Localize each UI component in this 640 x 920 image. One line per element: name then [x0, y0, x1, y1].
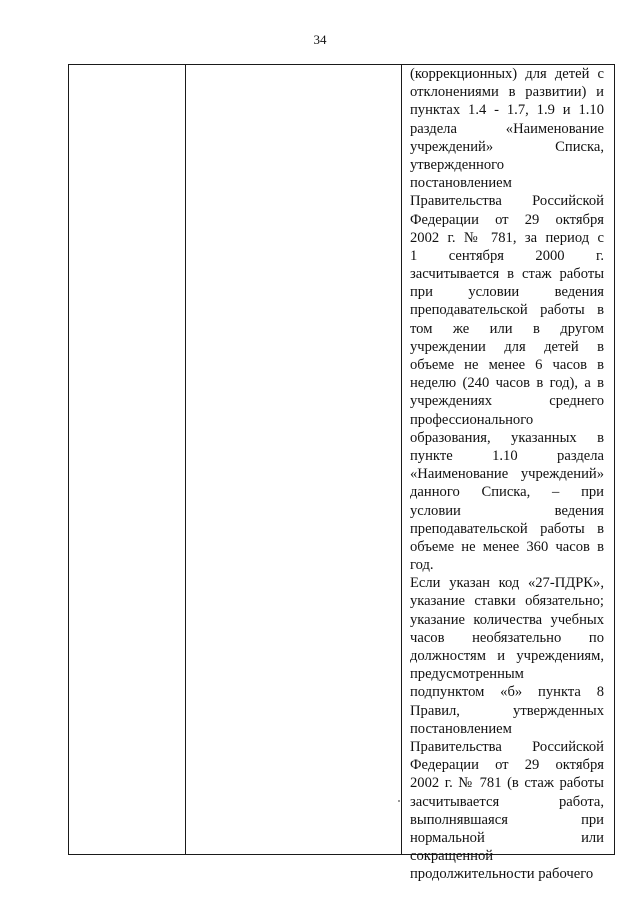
cell-text-line: должностям и учреждениям,: [410, 648, 604, 664]
cell-text-line: указание ставки обязательно;: [410, 593, 604, 610]
cell-text-line: указание количества учебных: [410, 611, 604, 628]
cell-text-line: Федерации от 29 октября: [410, 757, 604, 774]
cell-text-line: сокращенной: [410, 848, 494, 865]
cell-text-line: «Наименование учреждений»: [410, 466, 604, 483]
cell-text-line: учреждений» Списка,: [410, 138, 604, 155]
cell-text-line: пунктах 1.4 - 1.7, 1.9 и 1.10: [410, 102, 604, 119]
cell-text-line: неделю (240 часов в год), а в: [410, 375, 604, 392]
cell-text-line: преподавательской работы в: [410, 520, 604, 537]
cell-text-line: утвержденного: [410, 156, 505, 173]
cell-text-line: объеме не менее 6 часов в: [410, 357, 604, 373]
cell-text-line: подпунктом «б» пункта 8: [410, 684, 604, 701]
cell-text-line: продолжительности рабочего: [410, 866, 594, 883]
cell-text-line: Правительства Российской: [410, 738, 604, 755]
scan-speck: [398, 800, 400, 802]
cell-text-line: 2002 г. № 781, за период с: [410, 229, 604, 246]
column-divider-2: [401, 65, 402, 854]
cell-text-line: раздела «Наименование: [410, 120, 604, 137]
cell-text-line: Правил, утвержденных: [410, 702, 604, 719]
cell-text-line: предусмотренным: [410, 666, 524, 683]
column-divider-1: [185, 65, 186, 854]
cell-text-line: учреждении для детей в: [410, 338, 604, 355]
cell-text-line: засчитывается работа,: [410, 793, 604, 810]
cell-text-line: условии ведения: [410, 502, 604, 519]
table-cell-description: [410, 65, 604, 883]
cell-text-line: образования, указанных в: [410, 429, 604, 446]
cell-text-line: том же или в другом: [410, 320, 604, 337]
cell-text-line: объеме не менее 360 часов в: [410, 538, 604, 555]
cell-text-line: выполнявшаяся при: [410, 811, 604, 828]
cell-text-line: учреждениях среднего: [410, 393, 604, 410]
cell-text-line: нормальной или: [410, 829, 604, 846]
cell-text-line: Федерации от 29 октября: [410, 211, 604, 228]
cell-text-line: 2002 г. № 781 (в стаж работы: [410, 775, 604, 792]
cell-text-line: засчитывается в стаж работы: [410, 266, 604, 283]
cell-text-line: профессионального: [410, 411, 534, 428]
page-number: 34: [313, 32, 327, 47]
cell-text-line: постановлением: [410, 175, 512, 192]
cell-text-line: Правительства Российской: [410, 193, 604, 210]
cell-text-line: 1 сентября 2000 г.: [410, 247, 604, 264]
cell-text-line: год.: [410, 557, 434, 574]
cell-text-line: пункте 1.10 раздела: [410, 447, 604, 464]
cell-text-line: при условии ведения: [410, 284, 604, 301]
document-table: [68, 64, 615, 883]
cell-text-line: преподавательской работы в: [410, 302, 604, 319]
cell-text-line: Если указан код «27-ПДРК»,: [410, 575, 604, 592]
cell-text-line: данного Списка, – при: [410, 484, 604, 501]
cell-text-line: (коррекционных) для детей с: [410, 66, 604, 82]
cell-text-line: постановлением: [410, 720, 512, 737]
cell-text-line: часов необязательно по: [410, 629, 604, 646]
cell-text-line: отклонениями в развитии) и: [410, 84, 604, 101]
